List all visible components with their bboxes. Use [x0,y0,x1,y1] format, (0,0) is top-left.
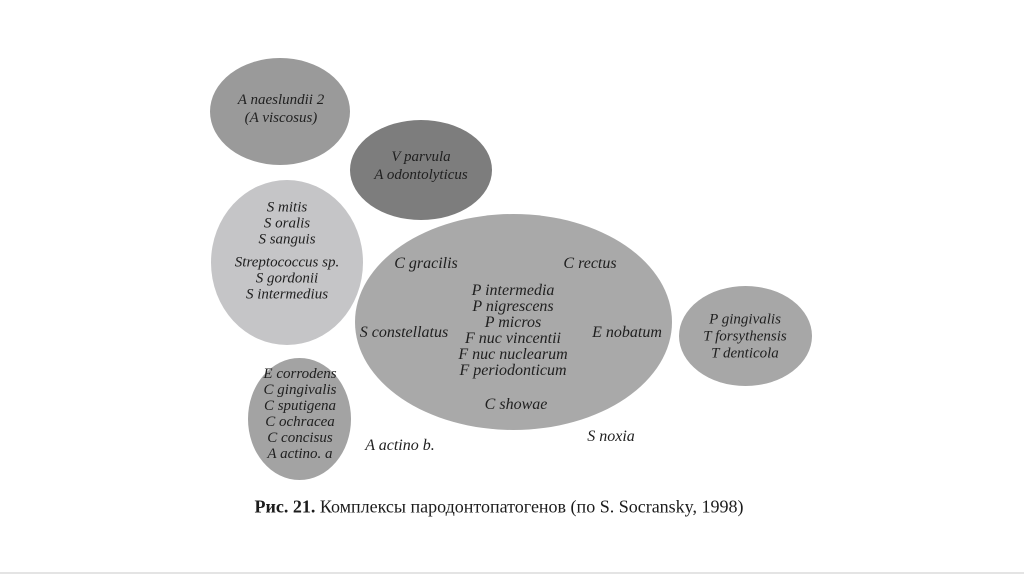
species-label: C sputigena [263,398,337,414]
species-label: P intermedia [471,282,555,299]
species-label: S gordonii [255,270,319,287]
species-label: C concisus [267,430,333,446]
species-label: V parvula [391,149,451,165]
species-label: Streptococcus sp. [234,254,340,271]
figure-caption-text: Комплексы пародонтопатогенов (по S. Socransky, 1998) [315,496,744,517]
species-label: E corrodens [263,366,337,382]
species-label: A naeslundii 2 [237,92,325,108]
species-label: T forsythensis [703,328,787,345]
species-label: S intermedius [245,286,329,303]
species-label: P micros [484,314,542,331]
species-label-s-noxia: S noxia [587,428,635,445]
species-label: F nuc vincentii [465,330,561,347]
species-label: A odontolyticus [374,167,468,183]
species-label: S sanguis [258,231,316,248]
orange-complex-center-labels [458,283,567,379]
species-label: T denticola [711,345,779,362]
species-label: C ochracea [265,414,335,430]
species-label: E nobatum [592,324,662,341]
green-complex-labels [263,366,336,462]
figure-caption [254,497,743,518]
species-label: F nuc nuclearum [458,346,568,363]
figure-caption-number: Рис. 21. [254,496,316,517]
species-label: A actino. a [267,446,333,462]
species-label: F periodonticum [459,362,567,379]
species-label-a-actino-b: A actino b. [365,437,435,454]
species-label: S oralis [263,215,311,232]
red-complex-labels [703,312,787,363]
species-label: S constellatus [359,324,449,341]
species-label: S mitis [266,199,308,216]
species-label: C gracilis [394,255,458,272]
species-label: P gingivalis [709,311,781,328]
species-label: C gingivalis [263,382,337,398]
species-label: C rectus [563,255,617,272]
species-label: P nigrescens [472,298,554,315]
species-label: (A viscosus) [244,110,318,126]
actinomyces-cluster-labels [238,91,324,127]
yellow-complex-labels [235,200,339,303]
purple-complex-labels [374,148,467,184]
species-label: C showae [484,396,548,413]
